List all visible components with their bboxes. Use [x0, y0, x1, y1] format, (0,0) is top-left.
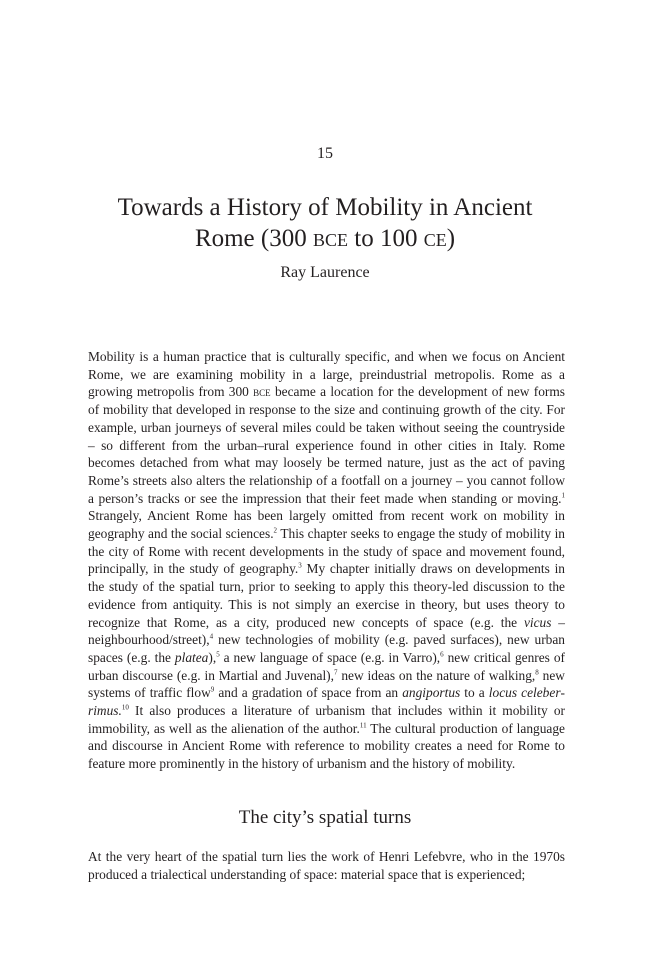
text-run: Strangely, Ancient Rome has been largely omitted from recent work on mobility in geography and the social sciences. — [88, 508, 565, 542]
italic-term-angiportus: angiportus — [402, 685, 461, 701]
text-run: – neighbourhood/street), — [88, 614, 565, 648]
chapter-title-line2-start: Rome (300 — [194, 225, 313, 252]
chapter-title — [60, 192, 590, 254]
footnote-ref-10[interactable]: 10 — [121, 703, 129, 712]
text-run: My chapter initially draws on developments in the study of the spatial turn, prior to seeking to apply this theory-led discussion to the evidence from antiquity. This is not simply an exercise in theory, but uses theory to recognize that Rome, as a city, produced new concepts of space (e.g. the — [88, 561, 565, 630]
italic-term-platea: platea — [174, 649, 209, 665]
chapter-title-ce: ce — [423, 225, 447, 252]
footnote-ref-1[interactable]: 1 — [561, 491, 565, 500]
section-paragraph — [88, 848, 565, 883]
chapter-title-line1: Towards a History of Mobility in Ancient — [117, 194, 533, 221]
chapter-title-bce: bce — [312, 225, 348, 252]
text-run: The cultural production of language and discourse in Ancient Rome with reference to mobility creates a need for Rome to feature more prominently in the history of urbanism and the history of mobility. — [88, 720, 565, 772]
footnote-ref-5[interactable]: 5 — [216, 650, 220, 659]
footnote-ref-7[interactable]: 7 — [333, 668, 338, 677]
opening-paragraph-text — [88, 348, 565, 773]
text-run: Mobility is a human practice that is culturally specific, and when we focus on Ancient Rome, we are examining mobility in a large, preindustrial metropolis. Rome as a growing metropolis from 300 — [88, 349, 565, 400]
chapter-title-line2-mid: to 100 — [348, 225, 424, 252]
text-run: and a gradation of space from an — [214, 685, 403, 701]
chapter-author: Ray Laurence — [280, 264, 370, 281]
text-run: new ideas on the nature of walking, — [337, 667, 536, 683]
text-run: new systems of traffic flow — [88, 667, 565, 701]
chapter-title-line2-end: ) — [446, 225, 456, 252]
footnote-ref-4[interactable]: 4 — [209, 632, 214, 641]
opening-paragraph — [88, 348, 565, 773]
footnote-ref-11[interactable]: 11 — [359, 721, 367, 730]
text-run: new critical genres of urban discourse (e.g. in Martial and Juvenal), — [88, 649, 565, 683]
footnote-ref-6[interactable]: 6 — [440, 650, 444, 659]
text-run: became a location for the development of new forms of mobility that developed in response to the size and continuing growth of the city. For example, urban journeys of several miles could be taken without seeing the countryside – so different from the urban–rural experience found in other cities in Italy. Rome becomes detached from what may loosely be termed nature, just as the act of paving Rome’s streets also alters the relationship of a footfall on a journey – you cannot follow a person’s tracks or see the impression that their feet made when standing or moving. — [88, 384, 565, 506]
text-run: new technologies of mobility (e.g. paved surfaces), new urban spaces (e.g. the — [88, 632, 565, 665]
footnote-ref-8[interactable]: 8 — [535, 668, 539, 677]
footnote-ref-2[interactable]: 2 — [273, 526, 278, 535]
italic-term-locus-celeberrimus: locus celeberrimus. — [88, 685, 565, 719]
text-run: ), — [208, 649, 217, 665]
chapter-number: 15 — [317, 145, 333, 162]
text-run: It also produces a literature of urbanism that includes within it mobility or immobility, as well as the alienation of the author. — [88, 703, 565, 736]
text-run-bce: bce — [253, 384, 271, 400]
section-paragraph-text: At the very heart of the spatial turn lies the work of Henri Lefebvre, who in the 1970s produced a trialectical understanding of space: material space that is experienced; — [88, 849, 565, 882]
text-run: a new language of space (e.g. in Varro), — [219, 649, 441, 665]
section-heading: The city’s spatial turns — [238, 807, 412, 828]
italic-term-vicus: vicus — [523, 614, 552, 630]
text-run: This chapter seeks to engage the study of mobility in the city of Rome with recent developments in the study of space and movement found, principally, in the study of geography. — [88, 526, 566, 577]
text-run: to a — [460, 685, 489, 701]
footnote-ref-3[interactable]: 3 — [298, 561, 302, 570]
footnote-ref-9[interactable]: 9 — [210, 685, 215, 694]
